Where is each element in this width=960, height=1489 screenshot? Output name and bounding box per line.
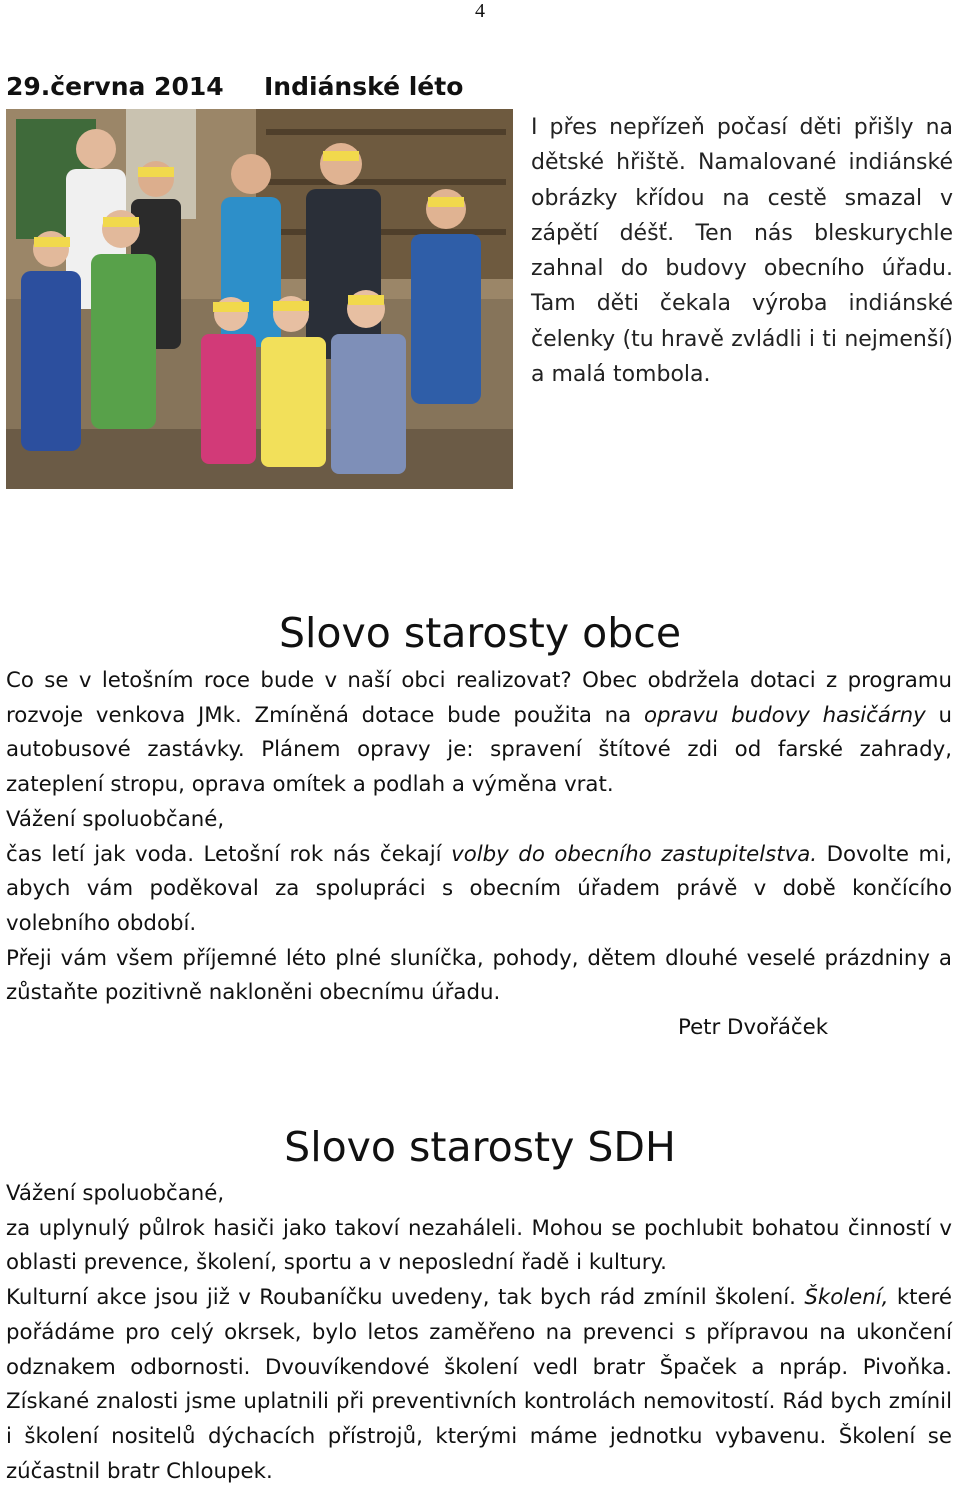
mayor-p1-text-end: u autobusové zastávky. Plánem opravy je: spravení štítové zdi od farské zahrady, zateplení stropu, oprava omítek a podlah a výměna vrat.: [6, 702, 952, 798]
mayor-section-body: [6, 664, 952, 1046]
sdh-section-title: Slovo starosty SDH: [284, 1123, 676, 1171]
sdh-section-body: [6, 1177, 952, 1489]
sdh-p3-italic: Školení,: [804, 1285, 889, 1311]
event-date: 29.června 2014: [6, 72, 224, 101]
mayor-p3-text: čas letí jak voda. Letošní rok nás čekají: [6, 841, 452, 867]
mayor-p3-italic: volby do obecního zastupitelstva.: [451, 841, 818, 867]
mayor-p1-text: Co se v letošním roce bude v naší obci realizovat? Obec obdržela dotaci z programu rozvoje venkova JMk. Zmíněná dotace bude použita na: [6, 668, 952, 728]
mayor-signature: Petr Dvořáček: [678, 1015, 829, 1041]
sdh-paragraph-1: za uplynulý půlrok hasiči jako takoví nezaháleli. Mohou se pochlubit bohatou činností v oblasti prevence, školení, sportu a v neposlední řadě i kultury.: [6, 1215, 952, 1276]
event-title: Indiánské léto: [264, 72, 464, 101]
mayor-paragraph-2: [6, 838, 952, 942]
event-paragraph: I přes nepřízeň počasí děti přišly na dětské hřiště. Namalované indiánské obrázky křídou na cestě smazal v zápětí déšť. Ten nás bleskurychle zahnal do budovy obecního úřadu. Tam děti čekala výroba indiánské čelenky (tu hravě zvládli i ti nejmenší) a malá tombola.: [531, 115, 953, 388]
sdh-paragraph-2: [6, 1281, 952, 1489]
mayor-p3-text-end: Dovolte mi, abych vám poděkoval za spolupráci s obecním úřadem právě v době končícího volebního období.: [6, 841, 952, 936]
sdh-p3-text: Kulturní akce jsou již v Roubaníčku uvedeny, tak bych rád zmínil školení.: [6, 1285, 805, 1311]
page-number: 4: [475, 0, 485, 22]
mayor-section-title: Slovo starosty obce: [278, 609, 682, 657]
mayor-greeting: Vážení spoluobčané,: [6, 806, 225, 832]
mayor-paragraph-3: Přeji vám všem příjemné léto plné sluníčka, pohody, dětem dlouhé veselé prázdniny a zůstaňte pozitivně nakloněni obecnímu úřadu.: [6, 945, 952, 1006]
event-photo: [6, 109, 513, 489]
mayor-p1-italic: opravu budovy hasičárny: [643, 702, 926, 728]
sdh-p3-text-end: které pořádáme pro celý okrsek, bylo letos zaměřeno na prevenci s přípravou na ukončení odznakem odbornosti. Dvouvíkendové školení vedl bratr Špaček a npráp. Pivoňka. Získané znalosti jsme uplatnili při preventivních kontrolách nemovitostí. Rád bych zmínil i školení nositelů dýchacích přístrojů, kterými máme jednotku vybavenu. Školení se zúčastnil bratr Chloupek.: [6, 1285, 952, 1484]
mayor-paragraph-1: [6, 664, 952, 803]
sdh-greeting: Vážení spoluobčané,: [6, 1181, 225, 1206]
event-heading: [6, 72, 463, 101]
